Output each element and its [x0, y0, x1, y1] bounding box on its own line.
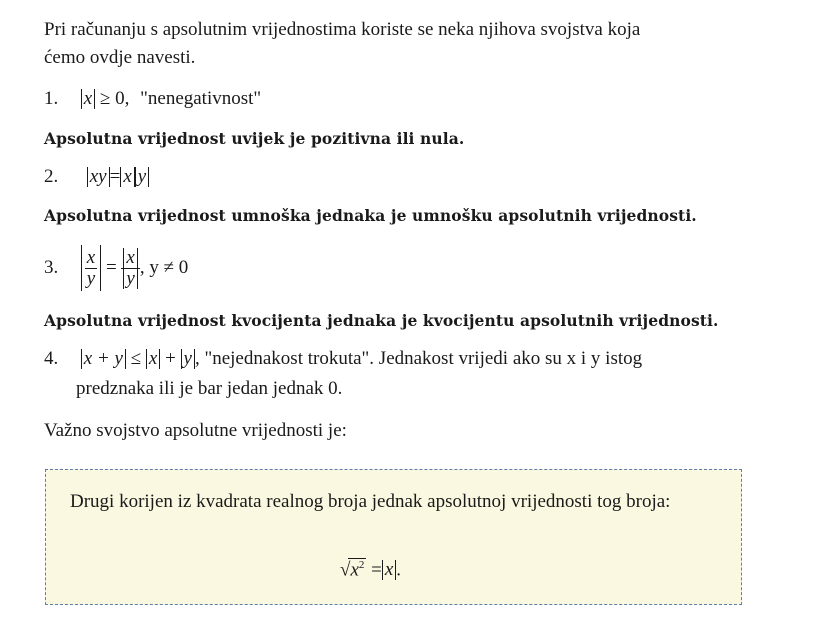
- equals: =: [109, 166, 121, 187]
- important-note: Važno svojstvo apsolutne vrijednosti je:: [44, 420, 347, 441]
- less-equal: ≤: [130, 348, 142, 369]
- property-2-formula: [44, 166, 149, 188]
- abs-xy: xy: [87, 167, 110, 187]
- abs-x: x: [81, 89, 95, 109]
- item-number: 1.: [44, 88, 59, 109]
- item-number: 4.: [44, 348, 59, 369]
- plus: +: [165, 348, 176, 369]
- radical-sign: √: [340, 559, 351, 581]
- property-1-formula: [44, 88, 261, 110]
- intro-line-1: Pri računanju s apsolutnim vrijednostima koriste se neka njihova svojstva koja: [44, 19, 641, 40]
- property-label: "nenegativnost": [140, 88, 262, 109]
- property-2-explanation: Apsolutna vrijednost umnoška jednaka je umnošku apsolutnih vrijednosti.: [44, 206, 697, 225]
- abs-sum: x + y: [81, 349, 126, 369]
- relation: ≥ 0,: [99, 88, 130, 109]
- abs-x: x: [120, 167, 134, 187]
- abs-y: y: [181, 349, 195, 369]
- abs-y: y: [135, 167, 149, 187]
- equals: =: [371, 559, 382, 581]
- abs-x: x: [382, 560, 396, 580]
- property-4-text-line-2: predznaka ili je bar jedan jednak 0.: [76, 378, 343, 399]
- property-3-explanation: Apsolutna vrijednost kvocijenta jednaka je kvocijentu apsolutnih vrijednosti.: [44, 311, 719, 330]
- property-3-formula: [44, 245, 188, 291]
- item-number: 2.: [44, 166, 59, 187]
- abs-fraction: $\frac{x}{y}$: [81, 245, 101, 291]
- intro-line-2: ćemo ovdje navesti.: [44, 47, 196, 68]
- radicand: $x^2$: [350, 559, 365, 581]
- equals: =: [105, 257, 117, 278]
- abs-x: x: [146, 349, 160, 369]
- property-1-explanation: Apsolutna vrijednost uvijek je pozitivna ili nula.: [44, 129, 465, 148]
- sqrt-formula: [340, 558, 401, 581]
- box-text: Drugi korijen iz kvadrata realnog broja jednak apsolutnoj vrijednosti tog broja:: [70, 491, 671, 512]
- item-number: 3.: [44, 257, 59, 278]
- condition: , y ≠ 0: [139, 257, 189, 278]
- highlight-box: [45, 469, 742, 605]
- fraction-abs: $\frac{x}{y}$: [121, 248, 139, 289]
- period: .: [396, 559, 402, 581]
- triangle-text: , "nejednakost trokuta". Jednakost vrijedi ako su x i y istog: [194, 348, 643, 369]
- property-4-formula: [44, 348, 642, 370]
